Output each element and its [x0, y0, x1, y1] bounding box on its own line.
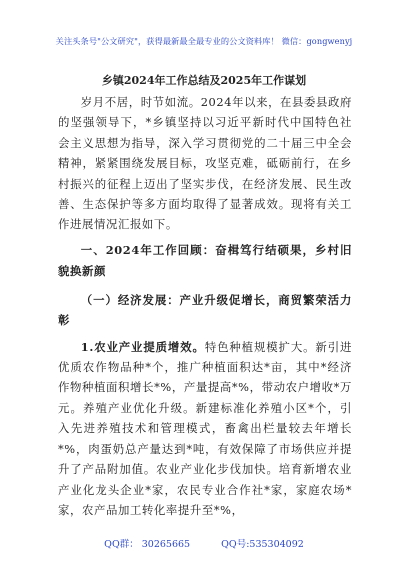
section-1-text: 特色种植规模扩大。新引进优质农作物品种*个，推广种植面积达*亩，其中*经济作物种植面积增长*%，产量提高*%，带动农户增收*万元。养殖产业优化升级。新建标准化养殖小区*个，引入先进养殖技术和管理模式，畜禽出栏量较去年增长*%，肉蛋奶总产量达到*吨，有效保障了市场供应并提升了产品附加值。农业产业化步伐加快。培育新增农业产业化龙头企业*家，农民专业合作社*家，家庭农场*家，农产品加工转化率提升至*%， [58, 339, 352, 517]
footer-qq-group: QQ群： 30265665 [104, 539, 191, 550]
section-heading-1: 一、2024年工作回顾：奋楫笃行结硕果，乡村旧貌换新颜 [58, 242, 352, 278]
section-1-lead: 1.农业产业提质增效。 [80, 339, 205, 354]
document-title: 乡镇2024年工作总结及2025年工作谋划 [101, 74, 307, 87]
header-banner: 关注头条号"公文研究"，获得最新最全最专业的公文资料库！ 微信：gongwenyj [55, 36, 353, 46]
footer-qq-number: QQ号:535304092 [221, 539, 304, 550]
document-body [58, 92, 352, 520]
intro-paragraph: 岁月不居，时节如流。2024年以来，在县委县政府的坚强领导下，*乡镇坚持以习近平新时代中国特色社会主义思想为指导，深入学习贯彻党的二十届三中全会精神，紧紧围绕发展目标，攻坚克难，砥砺前行，在乡村振兴的征程上迈出了坚实步伐，在经济发展、民生改善、生态保护等多方面均取得了显著成效。现将有关工作进展情况汇报如下。 [58, 95, 352, 232]
footer-contacts [0, 536, 408, 550]
section-1-paragraph [58, 337, 352, 521]
section-heading-2: （一）经济发展：产业升级促增长，商贸繁荣活力彰 [58, 292, 352, 328]
